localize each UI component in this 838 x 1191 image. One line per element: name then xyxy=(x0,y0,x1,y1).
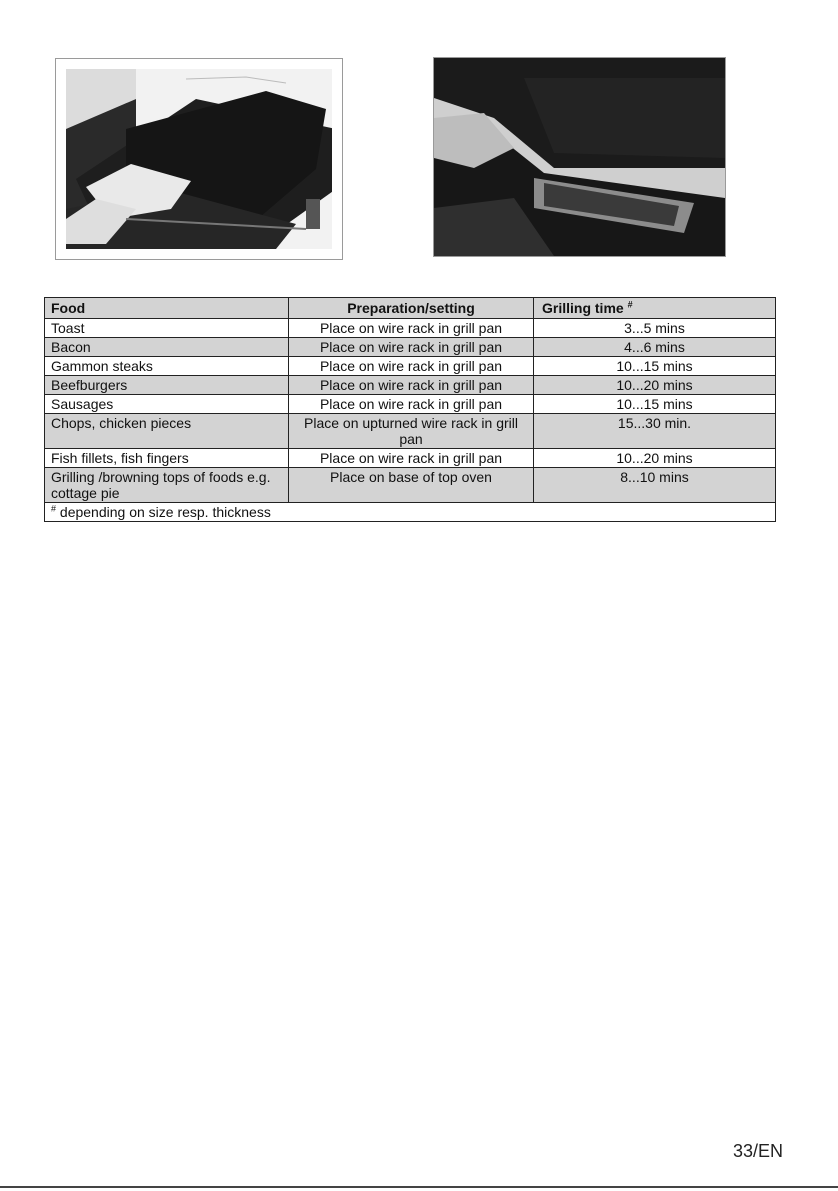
cell-time: 8...10 mins xyxy=(534,468,776,503)
cell-food: Toast xyxy=(45,319,289,338)
header-preparation: Preparation/setting xyxy=(289,298,534,319)
cell-food: Sausages xyxy=(45,395,289,414)
table-row xyxy=(45,395,776,414)
cell-food: Beefburgers xyxy=(45,376,289,395)
table-body xyxy=(45,319,776,522)
cell-preparation: Place on wire rack in grill pan xyxy=(289,376,534,395)
table-row xyxy=(45,376,776,395)
header-grilling-time-mark: # xyxy=(627,299,633,310)
table-footnote-row xyxy=(45,503,776,522)
table-footnote xyxy=(45,503,776,522)
header-food: Food xyxy=(45,298,289,319)
cell-time: 15...30 min. xyxy=(534,414,776,449)
cell-time: 3...5 mins xyxy=(534,319,776,338)
header-grilling-time xyxy=(534,298,776,319)
table-row xyxy=(45,319,776,338)
table-header-row xyxy=(45,298,776,319)
page-number: 33/EN xyxy=(732,1141,783,1161)
photo-grill-pan-handle xyxy=(433,57,726,257)
footnote-mark: # xyxy=(51,503,57,514)
cell-time: 10...20 mins xyxy=(534,449,776,468)
table-row xyxy=(45,338,776,357)
cell-preparation: Place on wire rack in grill pan xyxy=(289,395,534,414)
photo-grill-pan-insertion xyxy=(55,58,343,260)
cell-food: Chops, chicken pieces xyxy=(45,414,289,449)
cell-preparation: Place on wire rack in grill pan xyxy=(289,449,534,468)
cell-food: Gammon steaks xyxy=(45,357,289,376)
cell-preparation: Place on upturned wire rack in grill pan xyxy=(289,414,534,449)
bottom-divider xyxy=(0,1186,838,1188)
table-row xyxy=(45,357,776,376)
cell-time: 10...20 mins xyxy=(534,376,776,395)
header-grilling-time-label: Grilling time xyxy=(542,300,624,316)
cell-preparation: Place on wire rack in grill pan xyxy=(289,357,534,376)
cell-time: 4...6 mins xyxy=(534,338,776,357)
cell-time: 10...15 mins xyxy=(534,395,776,414)
table-row xyxy=(45,468,776,503)
cell-food: Bacon xyxy=(45,338,289,357)
cell-food: Fish fillets, fish fingers xyxy=(45,449,289,468)
footnote-text: depending on size resp. thickness xyxy=(56,504,271,520)
photo-grill-pan-insertion-image xyxy=(66,69,332,249)
table-row xyxy=(45,449,776,468)
grilling-table xyxy=(44,297,776,522)
cell-food: Grilling /browning tops of foods e.g. cottage pie xyxy=(45,468,289,503)
cell-preparation: Place on wire rack in grill pan xyxy=(289,319,534,338)
grill-pan-handle-illustration xyxy=(434,58,725,256)
table-row xyxy=(45,414,776,449)
photo-grill-pan-handle-image xyxy=(434,58,725,256)
cell-preparation: Place on base of top oven xyxy=(289,468,534,503)
grill-pan-insertion-illustration xyxy=(66,69,332,249)
cell-preparation: Place on wire rack in grill pan xyxy=(289,338,534,357)
cell-time: 10...15 mins xyxy=(534,357,776,376)
